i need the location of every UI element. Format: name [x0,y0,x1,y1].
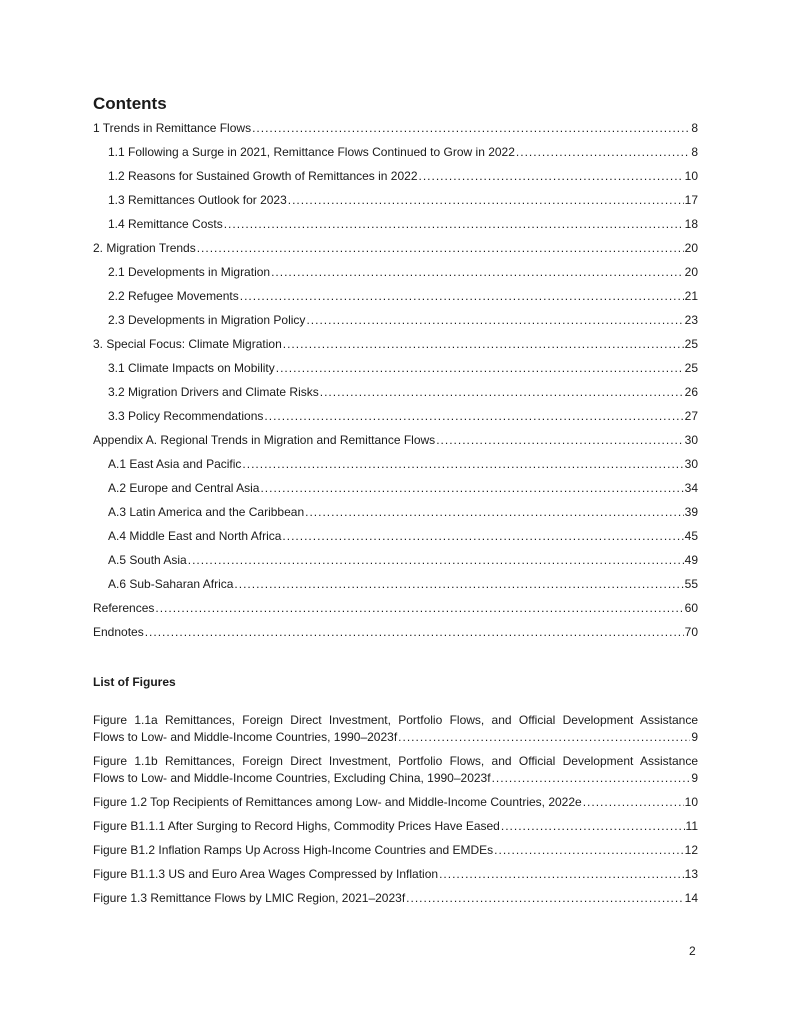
toc-entry[interactable]: A.6 Sub-Saharan Africa ..... 55 [93,577,698,601]
toc-entry[interactable]: A.2 Europe and Central Asia ..... 34 [93,481,698,505]
toc-entry[interactable]: 3. Special Focus: Climate Migration ..... 25 [93,337,698,361]
toc-entry[interactable]: A.5 South Asia ..... 49 [93,553,698,577]
toc-entry[interactable]: 1.2 Reasons for Sustained Growth of Remittances in 2022 ..... 10 [93,169,698,193]
toc-entry[interactable]: 3.2 Migration Drivers and Climate Risks ..... 26 [93,385,698,409]
figure-entry[interactable]: Figure 1.3 Remittance Flows by LMIC Region, 2021–2023f ..... 14 [93,890,698,907]
figures-list [93,712,698,907]
figure-entry[interactable]: Figure B1.1.3 US and Euro Area Wages Compressed by Inflation ..... 13 [93,866,698,883]
toc-entry[interactable]: 2.1 Developments in Migration ..... 20 [93,265,698,289]
toc-entry[interactable]: A.1 East Asia and Pacific ..... 30 [93,457,698,481]
toc-entry[interactable]: 3.3 Policy Recommendations ..... 27 [93,409,698,433]
figure-entry[interactable]: Figure 1.1b Remittances, Foreign Direct Investment, Portfolio Flows, and Official Development Assistance Flows to Low- and Middle-Income Countries, Excluding China, 1990–2023f ..... 9 [93,753,698,787]
figure-entry[interactable]: Figure 1.2 Top Recipients of Remittances among Low- and Middle-Income Countries, 2022e ..... 10 [93,794,698,811]
figure-entry[interactable]: Figure 1.1a Remittances, Foreign Direct Investment, Portfolio Flows, and Official Development Assistance Flows to Low- and Middle-Income Countries, 1990–2023f ..... 9 [93,712,698,746]
toc-entry[interactable]: Endnotes ..... 70 [93,625,698,649]
toc-entry[interactable]: 1.1 Following a Surge in 2021, Remittance Flows Continued to Grow in 2022 ..... 8 [93,145,698,169]
toc-entry[interactable]: References ..... 60 [93,601,698,625]
figure-entry[interactable]: Figure B1.1.1 After Surging to Record Highs, Commodity Prices Have Eased ..... 11 [93,818,698,835]
document-page [93,93,698,914]
toc-entry[interactable]: 1.4 Remittance Costs ..... 18 [93,217,698,241]
toc-entry[interactable]: A.3 Latin America and the Caribbean ..... 39 [93,505,698,529]
toc-entry[interactable]: Appendix A. Regional Trends in Migration and Remittance Flows ..... 30 [93,433,698,457]
toc-entry[interactable]: 3.1 Climate Impacts on Mobility ..... 25 [93,361,698,385]
toc-entry[interactable]: 1.3 Remittances Outlook for 2023 ..... 17 [93,193,698,217]
contents-heading: Contents [93,94,167,113]
toc-entry[interactable]: 2.2 Refugee Movements ..... 21 [93,289,698,313]
list-of-figures-heading: List of Figures [93,675,176,689]
page-number: 2 [689,944,696,958]
toc-entry[interactable]: 1 Trends in Remittance Flows ..... 8 [93,121,698,145]
toc-list [93,121,698,649]
toc-entry[interactable]: A.4 Middle East and North Africa ..... 45 [93,529,698,553]
toc-entry[interactable]: 2.3 Developments in Migration Policy ..... 23 [93,313,698,337]
toc-entry[interactable]: 2. Migration Trends ..... 20 [93,241,698,265]
figure-entry[interactable]: Figure B1.2 Inflation Ramps Up Across High-Income Countries and EMDEs ..... 12 [93,842,698,859]
